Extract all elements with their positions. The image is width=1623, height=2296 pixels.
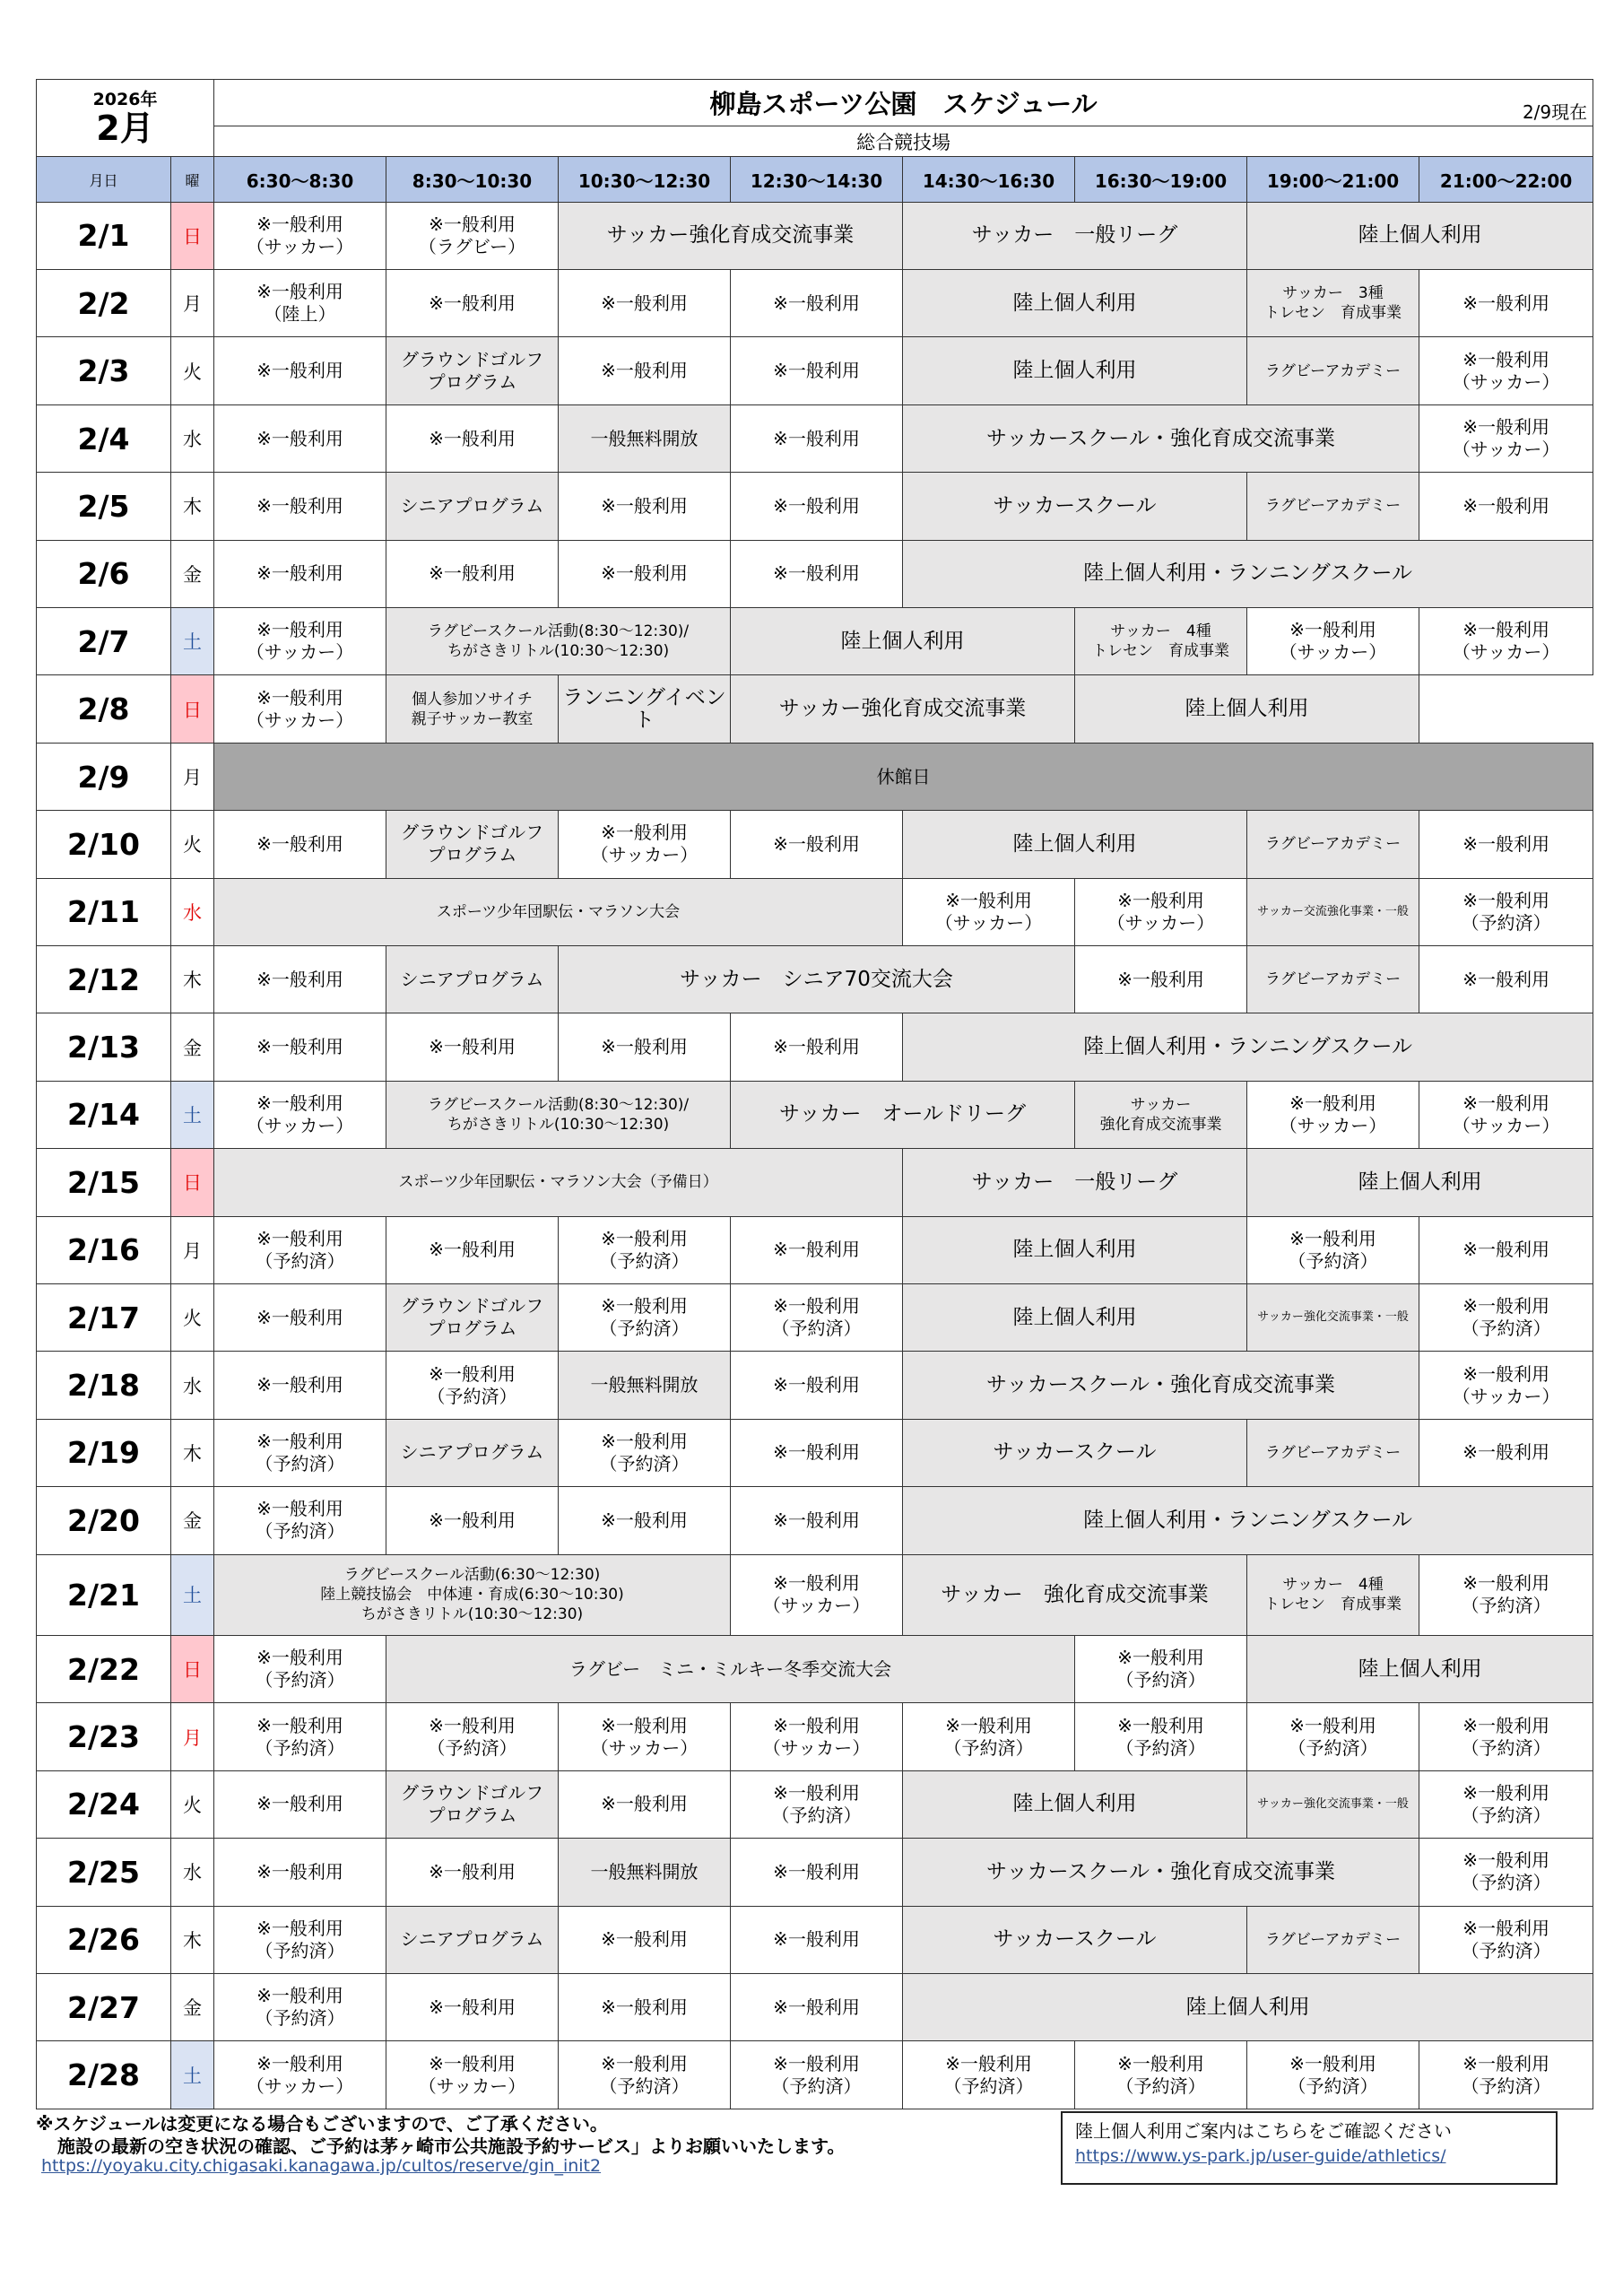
date-cell: 2/13	[37, 1013, 171, 1081]
schedule-cell: 陸上個人利用	[903, 270, 1247, 337]
schedule-cell: ※一般利用 （予約済）	[1419, 1703, 1593, 1770]
date-cell: 2/7	[37, 608, 171, 675]
schedule-cell: 陸上個人利用	[731, 608, 1075, 675]
date-cell: 2/2	[37, 270, 171, 337]
slot-header: 8:30～10:30	[386, 157, 559, 202]
date-cell: 2/8	[37, 675, 171, 743]
date-cell: 2/25	[37, 1839, 171, 1906]
schedule-cell: ※一般利用	[386, 1973, 559, 2040]
schedule-cell: ※一般利用 （サッカー）	[214, 675, 386, 743]
schedule-cell: 陸上個人利用	[903, 1216, 1247, 1283]
schedule-cell: サッカー 一般リーグ	[903, 1149, 1247, 1216]
date-cell: 2/26	[37, 1906, 171, 1973]
schedule-cell: サッカー 4種 トレセン 育成事業	[1247, 1554, 1419, 1635]
date-cell: 2/9	[37, 743, 171, 810]
schedule-cell: ※一般利用 （サッカー）	[214, 1081, 386, 1148]
schedule-cell: ※一般利用 （予約済）	[1419, 2041, 1593, 2109]
schedule-cell: ※一般利用	[1075, 946, 1247, 1013]
day-of-week-cell: 月	[171, 1703, 214, 1770]
schedule-cell: ※一般利用 （予約済）	[559, 1419, 731, 1486]
schedule-cell: ※一般利用 （予約済）	[214, 1973, 386, 2040]
date-cell: 2/21	[37, 1554, 171, 1635]
schedule-cell: ※一般利用	[731, 540, 903, 607]
schedule-cell: サッカー オールドリーグ	[731, 1081, 1075, 1148]
month-label: 2月	[96, 108, 154, 148]
day-of-week-cell: 日	[171, 675, 214, 743]
schedule-cell: ※一般利用	[559, 540, 731, 607]
athletics-info-text: 陸上個人利用ご案内はこちらをご確認ください	[1075, 2120, 1452, 2142]
schedule-cell: 陸上個人利用・ランニングスクール	[903, 540, 1593, 607]
schedule-cell: スポーツ少年団駅伝・マラソン大会（予備日）	[214, 1149, 903, 1216]
schedule-cell: 陸上個人利用	[903, 1973, 1593, 2040]
schedule-cell: 陸上個人利用	[1247, 1149, 1593, 1216]
slot-header: 19:00～21:00	[1247, 157, 1419, 202]
schedule-cell: ラグビーアカデミー	[1247, 337, 1419, 404]
schedule-cell: ※一般利用	[1419, 1216, 1593, 1283]
schedule-cell: サッカースクール	[903, 1906, 1247, 1973]
schedule-cell: 一般無料開放	[559, 1352, 731, 1419]
day-of-week-cell: 木	[171, 473, 214, 540]
schedule-cell: ※一般利用	[214, 1770, 386, 1838]
schedule-cell: ※一般利用	[559, 270, 731, 337]
schedule-cell: 一般無料開放	[559, 404, 731, 472]
schedule-cell: ※一般利用	[731, 1013, 903, 1081]
schedule-cell: ※一般利用	[559, 1487, 731, 1554]
date-cell: 2/17	[37, 1283, 171, 1351]
schedule-table	[36, 79, 1593, 2109]
schedule-cell: ※一般利用 （サッカー）	[731, 1703, 903, 1770]
schedule-cell: 陸上個人利用・ランニングスクール	[903, 1013, 1593, 1081]
day-of-week-cell: 土	[171, 1554, 214, 1635]
date-cell: 2/5	[37, 473, 171, 540]
schedule-cell: ※一般利用	[214, 811, 386, 878]
slot-header: 21:00～22:00	[1419, 157, 1593, 202]
schedule-cell: ※一般利用 （予約済）	[214, 1487, 386, 1554]
schedule-cell: ※一般利用 （サッカー）	[386, 2041, 559, 2109]
date-cell: 2/14	[37, 1081, 171, 1148]
schedule-cell: ※一般利用	[731, 1487, 903, 1554]
schedule-cell: ※一般利用	[731, 1973, 903, 2040]
schedule-row	[37, 1149, 1593, 1216]
schedule-cell: 個人参加ソサイチ 親子サッカー教室	[386, 675, 559, 743]
schedule-cell: ※一般利用	[559, 1013, 731, 1081]
schedule-row	[37, 1906, 1593, 1973]
schedule-cell: スポーツ少年団駅伝・マラソン大会	[214, 878, 903, 945]
slot-header: 16:30～19:00	[1075, 157, 1247, 202]
schedule-row	[37, 675, 1593, 743]
schedule-row	[37, 1013, 1593, 1081]
schedule-cell: ※一般利用 （ラグビー）	[386, 202, 559, 269]
schedule-cell: ※一般利用	[731, 337, 903, 404]
schedule-cell: サッカー強化交流事業・一般	[1247, 1770, 1419, 1838]
schedule-cell: サッカースクール	[903, 473, 1247, 540]
schedule-cell: ※一般利用 （予約済）	[1419, 1770, 1593, 1838]
day-of-week-cell: 火	[171, 811, 214, 878]
schedule-cell: ※一般利用	[386, 1013, 559, 1081]
schedule-cell: サッカー 一般リーグ	[903, 202, 1247, 269]
schedule-cell: ※一般利用 （予約済）	[903, 2041, 1075, 2109]
date-cell: 2/3	[37, 337, 171, 404]
schedule-cell: サッカー交流強化事業・一般	[1247, 878, 1419, 945]
schedule-cell: ※一般利用 （サッカー）	[1419, 337, 1593, 404]
schedule-cell: サッカー 強化育成交流事業	[1075, 1081, 1247, 1148]
date-cell: 2/27	[37, 1973, 171, 2040]
schedule-cell: ※一般利用	[559, 337, 731, 404]
schedule-cell: ※一般利用 （予約済）	[1247, 1703, 1419, 1770]
schedule-cell: ※一般利用 （予約済）	[903, 1703, 1075, 1770]
schedule-cell: サッカー強化交流事業・一般	[1247, 1283, 1419, 1351]
schedule-cell: サッカースクール・強化育成交流事業	[903, 404, 1419, 472]
reservation-link[interactable]: https://yoyaku.city.chigasaki.kanagawa.jp/cultos/reserve/gin_init2	[41, 2156, 602, 2176]
day-of-week-cell: 金	[171, 540, 214, 607]
day-of-week-cell: 金	[171, 1973, 214, 2040]
schedule-cell: ※一般利用	[386, 540, 559, 607]
day-of-week-cell: 月	[171, 743, 214, 810]
day-of-week-cell: 水	[171, 404, 214, 472]
schedule-cell: サッカー強化育成交流事業	[731, 675, 1075, 743]
schedule-cell: ラグビーアカデミー	[1247, 473, 1419, 540]
slot-header: 10:30～12:30	[559, 157, 731, 202]
schedule-cell: ※一般利用 （予約済）	[559, 2041, 731, 2109]
schedule-cell: ※一般利用	[1419, 473, 1593, 540]
schedule-cell: グラウンドゴルフ プログラム	[386, 337, 559, 404]
schedule-cell: サッカー 4種 トレセン 育成事業	[1075, 608, 1247, 675]
column-header-row	[37, 157, 1593, 202]
day-of-week-cell: 木	[171, 1906, 214, 1973]
schedule-cell: ※一般利用	[214, 1013, 386, 1081]
schedule-cell: ※一般利用	[214, 540, 386, 607]
schedule-cell: ※一般利用 （予約済）	[731, 2041, 903, 2109]
schedule-cell: 陸上個人利用	[1075, 675, 1419, 743]
date-cell: 2/19	[37, 1419, 171, 1486]
schedule-row	[37, 540, 1593, 607]
schedule-cell: サッカー シニア70交流大会	[559, 946, 1075, 1013]
schedule-cell: ※一般利用 （予約済）	[1247, 1216, 1419, 1283]
slot-header: 14:30～16:30	[903, 157, 1075, 202]
schedule-cell: ※一般利用	[386, 1839, 559, 1906]
schedule-cell: ※一般利用	[731, 811, 903, 878]
schedule-row	[37, 878, 1593, 945]
day-of-week-cell: 土	[171, 1081, 214, 1148]
schedule-cell: ※一般利用 （予約済）	[1419, 1839, 1593, 1906]
schedule-cell: ※一般利用 （予約済）	[731, 1770, 903, 1838]
schedule-cell: ※一般利用 （予約済）	[1419, 1283, 1593, 1351]
schedule-cell: ※一般利用	[214, 337, 386, 404]
schedule-cell: ※一般利用	[214, 404, 386, 472]
schedule-row	[37, 1283, 1593, 1351]
venue-label: 総合競技場	[214, 126, 1593, 157]
schedule-row	[37, 1419, 1593, 1486]
schedule-row	[37, 404, 1593, 472]
schedule-row	[37, 1839, 1593, 1906]
schedule-cell: サッカー 3種 トレセン 育成事業	[1247, 270, 1419, 337]
schedule-cell: ラグビーアカデミー	[1247, 946, 1419, 1013]
schedule-cell: シニアプログラム	[386, 1906, 559, 1973]
schedule-cell: ※一般利用	[559, 473, 731, 540]
schedule-cell: ※一般利用 （予約済）	[1247, 2041, 1419, 2109]
day-of-week-cell: 水	[171, 1352, 214, 1419]
schedule-row	[37, 1216, 1593, 1283]
date-cell: 2/4	[37, 404, 171, 472]
schedule-cell: ※一般利用	[559, 1906, 731, 1973]
day-of-week-cell: 水	[171, 1839, 214, 1906]
schedule-cell: ※一般利用 （サッカー）	[1247, 1081, 1419, 1148]
schedule-cell: ※一般利用	[214, 1352, 386, 1419]
schedule-cell: 陸上個人利用	[903, 1770, 1247, 1838]
day-of-week-cell: 日	[171, 202, 214, 269]
as-of-date: 2/9現在	[1522, 101, 1588, 124]
schedule-cell: ※一般利用	[731, 1352, 903, 1419]
day-of-week-cell: 火	[171, 1283, 214, 1351]
date-cell: 2/28	[37, 2041, 171, 2109]
day-of-week-cell: 月	[171, 270, 214, 337]
schedule-row	[37, 608, 1593, 675]
schedule-cell: ※一般利用 （サッカー）	[1419, 1081, 1593, 1148]
date-column-header: 月日	[37, 157, 171, 202]
schedule-cell: ※一般利用	[386, 1487, 559, 1554]
change-notice: ※スケジュールは変更になる場合もございますので、ご了承ください。	[36, 2113, 608, 2135]
athletics-info-box	[1061, 2111, 1558, 2185]
schedule-cell: シニアプログラム	[386, 946, 559, 1013]
schedule-cell: ※一般利用 （予約済）	[731, 1283, 903, 1351]
day-of-week-cell: 水	[171, 878, 214, 945]
schedule-cell: ※一般利用	[386, 270, 559, 337]
schedule-cell: サッカースクール	[903, 1419, 1247, 1486]
schedule-cell: ※一般利用	[731, 404, 903, 472]
schedule-row	[37, 1703, 1593, 1770]
year-month-cell	[37, 80, 214, 157]
schedule-cell: ※一般利用 （サッカー）	[1247, 608, 1419, 675]
date-cell: 2/16	[37, 1216, 171, 1283]
schedule-cell: ※一般利用 （サッカー）	[214, 202, 386, 269]
year-label: 2026年	[92, 89, 158, 109]
schedule-cell: サッカー 強化育成交流事業	[903, 1554, 1247, 1635]
date-cell: 2/1	[37, 202, 171, 269]
schedule-cell: グラウンドゴルフ プログラム	[386, 1770, 559, 1838]
schedule-cell: ※一般利用 （サッカー）	[1419, 608, 1593, 675]
schedule-cell: 陸上個人利用	[903, 811, 1247, 878]
schedule-cell: ラグビースクール活動(8:30～12:30)/ ちがさきリトル(10:30～12:30)	[386, 608, 731, 675]
day-of-week-cell: 日	[171, 1635, 214, 1702]
schedule-row	[37, 1973, 1593, 2040]
day-of-week-cell: 火	[171, 337, 214, 404]
day-of-week-cell: 木	[171, 1419, 214, 1486]
schedule-cell: ラグビーアカデミー	[1247, 1419, 1419, 1486]
schedule-row	[37, 1770, 1593, 1838]
schedule-cell: 陸上個人利用	[1247, 202, 1593, 269]
date-cell: 2/18	[37, 1352, 171, 1419]
schedule-cell: ※一般利用 （予約済）	[214, 1906, 386, 1973]
schedule-cell: ※一般利用 （予約済）	[1075, 1635, 1247, 1702]
date-cell: 2/23	[37, 1703, 171, 1770]
schedule-row	[37, 202, 1593, 269]
schedule-cell: 陸上個人利用	[903, 1283, 1247, 1351]
schedule-cell: ランニングイベント	[559, 675, 731, 743]
day-of-week-cell: 火	[171, 1770, 214, 1838]
schedule-cell: ラグビースクール活動(8:30～12:30)/ ちがさきリトル(10:30～12:30)	[386, 1081, 731, 1148]
day-of-week-cell: 月	[171, 1216, 214, 1283]
schedule-row	[37, 337, 1593, 404]
schedule-cell: ※一般利用 （予約済）	[559, 1283, 731, 1351]
schedule-cell: ※一般利用	[214, 946, 386, 1013]
schedule-cell: ※一般利用 （サッカー）	[214, 2041, 386, 2109]
schedule-cell: ラグビーアカデミー	[1247, 811, 1419, 878]
schedule-cell: ※一般利用	[731, 473, 903, 540]
schedule-row	[37, 2041, 1593, 2109]
schedule-cell: ※一般利用 （サッカー）	[1419, 1352, 1593, 1419]
schedule-cell: ※一般利用	[731, 1906, 903, 1973]
day-of-week-cell: 金	[171, 1013, 214, 1081]
schedule-cell: サッカー強化育成交流事業	[559, 202, 903, 269]
date-cell: 2/24	[37, 1770, 171, 1838]
schedule-cell: ラグビースクール活動(6:30～12:30) 陸上競技協会 中体連・育成(6:30～10:30) ちがさきリトル(10:30～12:30)	[214, 1554, 731, 1635]
schedule-cell: ※一般利用	[1419, 946, 1593, 1013]
schedule-cell: グラウンドゴルフ プログラム	[386, 811, 559, 878]
schedule-cell: ※一般利用 （サッカー）	[731, 1554, 903, 1635]
date-cell: 2/22	[37, 1635, 171, 1702]
reservation-notice: 施設の最新の空き状況の確認、ご予約は茅ヶ崎市公共施設予約サービス」よりお願いいたします。	[57, 2135, 846, 2157]
schedule-row	[37, 1352, 1593, 1419]
schedule-cell: ※一般利用	[214, 1839, 386, 1906]
dow-column-header: 曜	[171, 157, 214, 202]
day-of-week-cell: 日	[171, 1149, 214, 1216]
title-cell	[214, 80, 1593, 126]
schedule-cell: ※一般利用 （サッカー）	[903, 878, 1075, 945]
schedule-cell: ※一般利用	[386, 404, 559, 472]
day-of-week-cell: 金	[171, 1487, 214, 1554]
schedule-cell: ※一般利用	[731, 1419, 903, 1486]
schedule-cell: ※一般利用	[559, 1770, 731, 1838]
schedule-cell: ※一般利用 （サッカー）	[559, 811, 731, 878]
day-of-week-cell: 木	[171, 946, 214, 1013]
schedule-row	[37, 1081, 1593, 1148]
schedule-cell: ※一般利用	[214, 1283, 386, 1351]
schedule-cell: ※一般利用 （予約済）	[1075, 1703, 1247, 1770]
date-cell: 2/12	[37, 946, 171, 1013]
schedule-cell: ※一般利用 （予約済）	[214, 1216, 386, 1283]
schedule-cell: ※一般利用 （サッカー）	[1075, 878, 1247, 945]
date-cell: 2/10	[37, 811, 171, 878]
schedule-cell: ※一般利用 （予約済）	[214, 1419, 386, 1486]
schedule-cell: ※一般利用 （サッカー）	[559, 1703, 731, 1770]
schedule-cell: ※一般利用 （予約済）	[1075, 2041, 1247, 2109]
schedule-cell: ※一般利用	[1419, 1419, 1593, 1486]
schedule-cell: ラグビーアカデミー	[1247, 1906, 1419, 1973]
schedule-row	[37, 270, 1593, 337]
slot-header: 12:30～14:30	[731, 157, 903, 202]
schedule-cell: ※一般利用	[731, 270, 903, 337]
schedule-row	[37, 1487, 1593, 1554]
date-cell: 2/11	[37, 878, 171, 945]
schedule-row	[37, 946, 1593, 1013]
day-of-week-cell: 土	[171, 608, 214, 675]
date-cell: 2/6	[37, 540, 171, 607]
schedule-row	[37, 811, 1593, 878]
schedule-cell: ※一般利用 （予約済）	[214, 1635, 386, 1702]
schedule-cell: シニアプログラム	[386, 473, 559, 540]
schedule-cell: ※一般利用 （予約済）	[559, 1216, 731, 1283]
schedule-cell: ※一般利用	[731, 1216, 903, 1283]
schedule-cell: サッカースクール・強化育成交流事業	[903, 1839, 1419, 1906]
schedule-cell: ※一般利用 （予約済）	[386, 1352, 559, 1419]
schedule-cell: ※一般利用 （陸上）	[214, 270, 386, 337]
schedule-cell: ※一般利用	[214, 473, 386, 540]
schedule-cell: シニアプログラム	[386, 1419, 559, 1486]
schedule-cell: グラウンドゴルフ プログラム	[386, 1283, 559, 1351]
page-title: 柳島スポーツ公園 スケジュール	[709, 89, 1098, 120]
schedule-cell: ※一般利用 （サッカー）	[214, 608, 386, 675]
schedule-cell: 一般無料開放	[559, 1839, 731, 1906]
schedule-cell: ※一般利用 （サッカー）	[1419, 404, 1593, 472]
schedule-cell: ※一般利用 （予約済）	[386, 1703, 559, 1770]
schedule-cell: ※一般利用 （予約済）	[1419, 878, 1593, 945]
date-cell: 2/20	[37, 1487, 171, 1554]
day-of-week-cell: 土	[171, 2041, 214, 2109]
schedule-row	[37, 1635, 1593, 1702]
slot-header: 6:30～8:30	[214, 157, 386, 202]
schedule-cell: 陸上個人利用・ランニングスクール	[903, 1487, 1593, 1554]
schedule-cell: ※一般利用 （予約済）	[1419, 1554, 1593, 1635]
schedule-row	[37, 473, 1593, 540]
schedule-cell: ※一般利用	[731, 1839, 903, 1906]
closed-day-cell: 休館日	[214, 743, 1593, 810]
schedule-cell: 陸上個人利用	[903, 337, 1247, 404]
schedule-cell: サッカースクール・強化育成交流事業	[903, 1352, 1419, 1419]
schedule-cell: 陸上個人利用	[1247, 1635, 1593, 1702]
schedule-cell: ※一般利用	[1419, 811, 1593, 878]
schedule-cell: ※一般利用	[386, 1216, 559, 1283]
date-cell: 2/15	[37, 1149, 171, 1216]
athletics-info-link[interactable]: https://www.ys-park.jp/user-guide/athletics/	[1075, 2146, 1446, 2166]
schedule-cell: ※一般利用 （予約済）	[1419, 1906, 1593, 1973]
schedule-cell: ※一般利用 （予約済）	[214, 1703, 386, 1770]
schedule-cell: ※一般利用	[1419, 270, 1593, 337]
schedule-row	[37, 743, 1593, 810]
schedule-row	[37, 1554, 1593, 1635]
schedule-cell: ※一般利用	[559, 1973, 731, 2040]
schedule-cell: ラグビー ミニ・ミルキー冬季交流大会	[386, 1635, 1075, 1702]
